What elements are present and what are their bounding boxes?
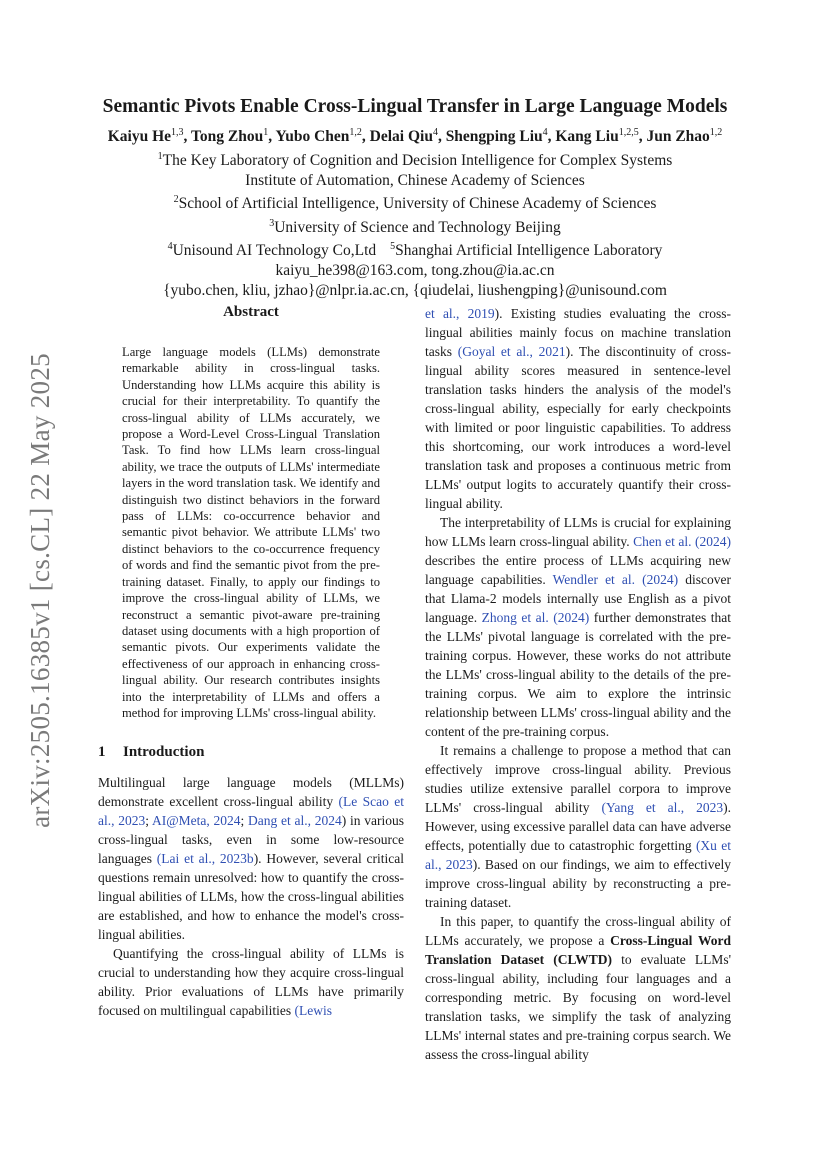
citation-link[interactable]: Chen et al. (2024): [633, 534, 731, 549]
paper-title: Semantic Pivots Enable Cross-Lingual Transfer in Large Language Models: [102, 96, 728, 117]
citation-link[interactable]: (Yang et al., 2023: [601, 800, 724, 815]
citation-link[interactable]: Dang et al., 2024: [248, 813, 342, 829]
affiliation-mark: 1: [157, 151, 163, 162]
section-title: Introduction: [123, 744, 205, 761]
body-text: It remains a challenge to propose a method that can effectively improve cross-lingual ability. Previous studies utilize extensive parallel corpora to improve LLMs' cross-lingual ability: [425, 743, 731, 815]
author-affiliation-mark: 4: [542, 127, 548, 138]
author-affiliation-mark: 1: [263, 127, 269, 138]
abstract-text: Large language models (LLMs) demonstrate remarkable ability in cross-lingual tasks. Understanding how LLMs acquire this ability is crucial for their interpretability. To quantify the cross-lingual ability of LLMs accurately, we propose a Word-Level Cross-Lingual Translation Task. To find how LLMs learn cross-lingual ability, we trace the outputs of LLMs' intermediate layers in the word translation task. We identify and distinguish two distinct behaviors in the forward pass of LLMs: co-occurrence behavior and semantic pivot behavior. We attribute LLMs' two distinct behaviors to the co-occurrence frequency of words and find the semantic pivot from the pre-training dataset. Finally, to apply our findings to improve the cross-lingual ability of LLMs, we reconstruct a semantic pivot-aware pre-training dataset using documents with a high proportion of semantic pivots. Our experiments validate the effectiveness of our approach in enhancing cross-lingual ability. Our research contributes insights into the interpretability of LLMs and offers a method for improving LLMs' cross-lingual ability.: [122, 345, 380, 720]
intro-paragraph-1: [98, 773, 404, 944]
affiliation-text: Shanghai Artificial Intelligence Laboratory: [395, 242, 663, 260]
affiliation-mark: 2: [173, 194, 179, 206]
section-heading-introduction: [98, 744, 404, 761]
arxiv-identifier-stamp: [22, 340, 58, 840]
intro-paragraph-2: [98, 944, 404, 1020]
body-text: ;: [240, 813, 249, 829]
body-text: discover that Llama-2 models internally use English as a pivot language.: [425, 572, 732, 625]
author-name: Yubo Chen: [275, 128, 350, 146]
citation-link[interactable]: (Goyal et al., 2021: [457, 344, 566, 359]
affiliation-mark: 5: [390, 241, 396, 253]
author-affiliation-mark: 1,2: [709, 127, 723, 138]
section-number: 1: [98, 744, 106, 761]
author-name: Jun Zhao: [646, 128, 710, 146]
affiliation-line: [60, 237, 770, 261]
body-text: ). The discontinuity of cross-lingual ability scores measured in sentence-level translation tasks hinders the analysis of the model's cross-lingual ability, especially for early checkpoints with limited or poor linguistic capabilities. To address this shortcoming, our work introduces a word-level translation task and proposes a continuous metric from LLMs' output logits to accurately quantify their cross-lingual ability.: [425, 344, 732, 511]
body-text: The interpretability of LLMs is crucial for explaining how LLMs learn cross-lingual ability.: [425, 515, 731, 549]
abstract-heading: Abstract: [223, 304, 279, 320]
author-affiliation-mark: 1,2: [349, 127, 362, 138]
affiliations-block: [60, 147, 770, 300]
intro-paragraph-5: [425, 912, 731, 1064]
citation-link[interactable]: (Lewis: [294, 1003, 332, 1019]
affiliation-line: [60, 190, 770, 214]
affiliation-mark: 4: [167, 241, 173, 253]
affiliation-text: The Key Laboratory of Cognition and Decision Intelligence for Complex Systems: [162, 152, 673, 170]
citation-link[interactable]: (Lai et al., 2023b: [156, 851, 254, 867]
author-affiliation-mark: 1,2,5: [618, 127, 639, 138]
citation-link[interactable]: Wendler et al. (2024): [552, 572, 679, 587]
affiliation-mark: 3: [269, 217, 275, 229]
citation-link[interactable]: Zhong et al. (2024): [481, 610, 590, 625]
affiliation-line: Institute of Automation, Chinese Academy of Sciences: [245, 171, 585, 189]
body-text: describes the entire process of LLMs acquiring new language capabilities.: [425, 553, 731, 587]
intro-paragraph-continued: [425, 304, 731, 513]
body-text: ). However, several critical questions remain unresolved: how to quantify the cross-lingual abilities of LLMs, how the cross-lingual abilities are established, and how to enhance the model's cross-lingual abilities.: [98, 851, 404, 943]
author-name: Kaiyu He: [107, 128, 172, 146]
body-text: Multilingual large language models (MLLMs) demonstrate excellent cross-lingual ability: [98, 775, 404, 810]
left-column: [98, 304, 404, 1020]
author-name: Delai Qiu: [369, 128, 433, 146]
body-text: ). Existing studies evaluating the cross-lingual abilities mainly focus on machine translation tasks: [425, 306, 731, 359]
affiliation-line: [60, 214, 770, 238]
body-text: ). However, using excessive parallel data can have adverse effects, potentially due to catastrophic forgetting: [425, 800, 731, 853]
author-list: Kaiyu He$^{1,3}$, Tong Zhou$^1$, Yubo Chen$^{1,2}$, Delai Qiu$^4$, Shengping Liu$^4$, Kang Liu$^{1,2,5}$, Jun Zhao$^{1,2}$: [107, 127, 723, 146]
body-text: ) in various cross-lingual tasks, even in some low-resource languages: [98, 813, 404, 867]
dataset-name-bold: Cross-Lingual Word Translation Dataset (CLWTD): [425, 933, 731, 967]
author-affiliation-mark: 4: [432, 127, 438, 138]
author-name: Kang Liu: [555, 128, 619, 146]
author-affiliation-mark: 1,3: [171, 127, 184, 138]
body-text: Quantifying the cross-lingual ability of LLMs is crucial to understanding how they acquire cross-lingual ability. Prior evaluations of LLMs have primarily focused on multilingual capabilities: [98, 946, 404, 1019]
body-text: ). Based on our findings, we aim to effectively improve cross-lingual ability by reconstructing a pre-training dataset.: [425, 857, 731, 910]
affiliation-line: [60, 147, 770, 171]
intro-paragraph-4: [425, 741, 731, 912]
affiliation-text: University of Science and Technology Beijing: [274, 218, 561, 236]
body-text: In this paper, to quantify the cross-lingual ability of LLMs accurately, we propose a: [425, 914, 731, 948]
author-name: Tong Zhou: [191, 128, 264, 146]
citation-link[interactable]: et al., 2019: [425, 306, 495, 321]
body-text: ;: [145, 813, 152, 829]
citation-link[interactable]: AI@Meta, 2024: [152, 813, 241, 829]
affiliation-text: Unisound AI Technology Co,Ltd: [172, 242, 377, 260]
body-text: to evaluate LLMs' cross-lingual ability, including four languages and a corresponding metric. By focusing on word-level translation tasks, we simplify the task of analyzing LLMs' internal states and pre-training corpus search. We assess the cross-lingual ability: [425, 952, 731, 1062]
intro-paragraph-3: [425, 513, 731, 741]
citation-link[interactable]: (Xu et al., 2023: [425, 838, 731, 872]
right-column: [425, 304, 731, 1064]
arxiv-identifier-text: arXiv:2505.16385v1 [cs.CL] 22 May 2025: [24, 352, 55, 828]
email-line: {yubo.chen, kliu, jzhao}@nlpr.ia.ac.cn, {qiudelai, liushengping}@unisound.com: [163, 281, 667, 299]
citation-link[interactable]: (Le Scao et al., 2023: [98, 794, 404, 829]
affiliation-text: School of Artificial Intelligence, University of Chinese Academy of Sciences: [178, 195, 657, 213]
author-name: Shengping Liu: [445, 128, 543, 146]
email-line: kaiyu_he398@163.com, tong.zhou@ia.ac.cn: [275, 262, 555, 280]
body-text: further demonstrates that the LLMs' pivotal language is correlated with the pre-training corpus. However, these works do not attribute the LLMs' cross-lingual ability to the details of the pre-training corpus. We aim to explore the intrinsic relationship between LLMs' cross-lingual ability and the content of the pre-training corpus.: [425, 610, 731, 739]
